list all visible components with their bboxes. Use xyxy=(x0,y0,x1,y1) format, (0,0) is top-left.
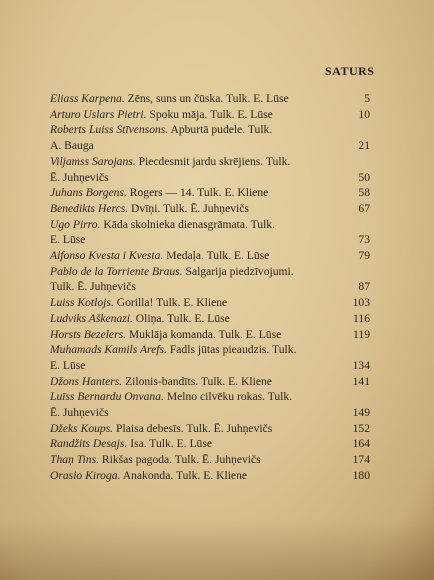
toc-author: Orasio Kiroga. xyxy=(50,468,121,482)
toc-page-number: 116 xyxy=(353,311,370,325)
toc-page-number: 119 xyxy=(353,327,370,341)
toc-page-number: 10 xyxy=(358,107,370,121)
toc-entry xyxy=(50,343,296,357)
toc-entry xyxy=(50,202,249,216)
toc-author: Roberts Luiss Stīvensons. xyxy=(50,123,169,137)
toc-title: Fadls jūtas pieaudzis. Tulk. xyxy=(169,343,297,357)
toc-author: Alfonso Kvesta i Kvesta. xyxy=(50,249,164,262)
toc-author: Muhamads Kamils Arefs. xyxy=(50,343,167,357)
toc-entry xyxy=(50,312,230,326)
toc-title: Melno cilvēku rokas. Tulk. xyxy=(166,390,293,404)
toc-entry-continuation: Ē. Juhņevičs xyxy=(50,406,109,419)
toc-title: Oliņa. Tulk. E. Lūse xyxy=(135,311,230,325)
page-shadow xyxy=(0,520,434,580)
toc-entry-continuation: Tulk. Ē. Juhņevičs xyxy=(50,280,136,294)
toc-author: Randžits Desajs. xyxy=(50,437,128,451)
toc-title: Plaisa debesīs. Tulk. Ē. Juhņevičs xyxy=(116,421,273,435)
toc-title: Anakonda. Tulk. E. Kliene xyxy=(122,468,248,482)
toc-entry-continuation: Ē. Juhņevičs xyxy=(50,170,109,184)
toc-page-number: 79 xyxy=(358,249,370,262)
toc-title: Piecdesmit jardu skrējiens. Tulk. xyxy=(138,154,291,168)
toc-author: Thaņ Tins. xyxy=(50,453,99,467)
toc-page-number: 152 xyxy=(352,421,370,435)
toc-title: Isa. Tulk. E. Lūse xyxy=(130,437,213,451)
toc-entry xyxy=(50,422,272,436)
toc-title: Apburtā pudele. Tulk. xyxy=(170,123,273,137)
toc-entry-continuation: E. Lūse xyxy=(50,358,86,372)
toc-title: Salgarija piedzīvojumi. xyxy=(185,264,294,278)
toc-page-number: 141 xyxy=(352,374,370,388)
toc-author: Ludviks Aškenazi. xyxy=(50,311,133,325)
toc-author: Luiss Kotlojs. xyxy=(50,296,114,310)
toc-entry xyxy=(50,453,261,467)
toc-entry xyxy=(50,108,273,122)
toc-entry xyxy=(50,92,289,106)
toc-author: Džons Hanters. xyxy=(50,374,123,388)
toc-entry xyxy=(50,186,268,200)
toc-title: Zēns, suns un čūska. Tulk. E. Lūse xyxy=(127,92,289,105)
toc-entry xyxy=(50,123,272,137)
toc-author: Benedikts Hercs. xyxy=(50,201,129,215)
toc-title: Dvīņi. Tulk. Ē. Juhņevičs xyxy=(131,201,249,215)
toc-entry xyxy=(50,265,294,279)
toc-title: Muklāja komanda. Tulk. E. Lūse xyxy=(128,327,282,341)
toc-entry xyxy=(50,328,281,342)
toc-title: Zilonis-bandīts. Tulk. E. Kliene xyxy=(125,374,272,388)
toc-author: Eliass Karpena. xyxy=(50,92,125,105)
toc-entry xyxy=(50,155,290,169)
toc-page-number: 50 xyxy=(358,170,370,184)
toc-page-number: 21 xyxy=(358,139,370,153)
toc-entry xyxy=(50,375,272,389)
toc-page-number: 164 xyxy=(352,437,370,451)
page-heading: SATURS xyxy=(325,64,375,78)
toc-entry-continuation: E. Lūse xyxy=(50,233,86,247)
toc-page-number: 103 xyxy=(352,296,370,310)
toc-author: Horsts Bezelers. xyxy=(50,327,126,341)
toc-page-number: 180 xyxy=(352,468,370,482)
toc-author: Pablo de la Torriente Braus. xyxy=(50,264,183,278)
toc-page-number: 5 xyxy=(364,92,370,105)
toc-author: Luīss Bernardu Onvana. xyxy=(50,390,164,404)
toc-title: Rikšas pagoda. Tulk. Ē. Juhņevičs xyxy=(101,453,261,467)
toc-author: Džeks Koups. xyxy=(50,421,114,435)
toc-page-number: 73 xyxy=(358,233,370,247)
toc-page-number: 174 xyxy=(352,453,370,467)
toc-author: Ugo Pirro. xyxy=(50,217,101,231)
toc-title: Rogers — 14. Tulk. E. Kliene xyxy=(129,186,269,200)
toc-author: Arturo Uslars Pietri. xyxy=(50,107,147,121)
toc-page-number: 87 xyxy=(358,280,370,294)
toc-entry xyxy=(50,469,247,483)
toc-entry-continuation: A. Bauga xyxy=(50,139,94,153)
toc-entry xyxy=(50,437,212,451)
toc-title: Kāda skolnieka dienasgrāmata. Tulk. xyxy=(103,217,275,231)
toc-title: Gorilla! Tulk. E. Kliene xyxy=(116,296,228,310)
toc-entry xyxy=(50,218,275,232)
toc-entry xyxy=(50,249,269,263)
toc-page-number: 134 xyxy=(352,358,370,372)
toc-page-number: 149 xyxy=(352,406,370,419)
toc-page-number: 67 xyxy=(358,201,370,215)
toc-author: Juhans Borgens. xyxy=(50,186,127,200)
toc-page-number: 58 xyxy=(358,186,370,200)
toc-author: Viljamss Sarojans. xyxy=(50,154,136,168)
toc-entry xyxy=(50,390,292,404)
toc-title: Medaļa. Tulk. E. Lūse xyxy=(166,249,270,262)
toc-title: Spoku māja. Tulk. E. Lūse xyxy=(149,107,273,121)
toc-entry xyxy=(50,296,227,310)
